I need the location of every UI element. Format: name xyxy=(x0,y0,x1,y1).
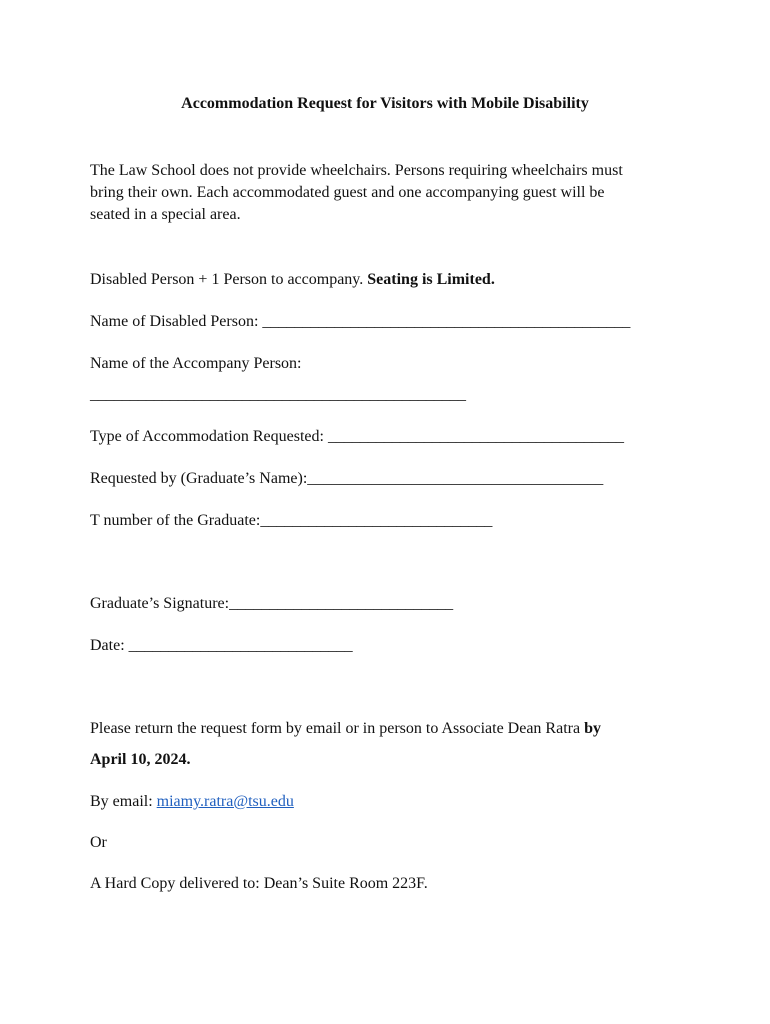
intro-line-1: The Law School does not provide wheelchairs. Persons requiring wheelchairs must xyxy=(90,162,623,179)
requested-by-field[interactable]: Requested by (Graduate’s Name):_____________________________________ xyxy=(90,470,604,487)
seating-text: Disabled Person + 1 Person to accompany. xyxy=(90,271,368,288)
deadline-text: April 10, 2024. xyxy=(90,751,191,768)
intro-line-2: bring their own. Each accommodated guest and one accompanying guest will be xyxy=(90,184,605,201)
accompany-person-label: Name of the Accompany Person: xyxy=(90,355,302,372)
or-text: Or xyxy=(90,834,107,851)
signature-field[interactable]: Graduate’s Signature:____________________________ xyxy=(90,595,454,612)
email-link[interactable]: miamy.ratra@tsu.edu xyxy=(156,793,294,810)
seating-limited: Seating is Limited. xyxy=(367,271,495,288)
seating-note xyxy=(90,269,495,291)
disabled-person-field[interactable]: Name of Disabled Person: ______________________________________________ xyxy=(90,313,631,330)
return-by: by xyxy=(584,720,601,737)
email-label: By email: xyxy=(90,793,157,810)
return-text: Please return the request form by email or in person to Associate Dean Ratra xyxy=(90,720,585,737)
intro-line-3: seated in a special area. xyxy=(90,206,241,223)
return-instructions xyxy=(90,718,601,740)
intro-paragraph xyxy=(90,160,690,226)
deadline-date xyxy=(90,749,190,771)
hard-copy-text: A Hard Copy delivered to: Dean’s Suite Room 223F. xyxy=(90,875,428,892)
document-title: Accommodation Request for Visitors with Mobile Disability xyxy=(181,95,589,112)
date-field[interactable]: Date: ____________________________ xyxy=(90,637,353,654)
accompany-person-field[interactable]: _______________________________________________ xyxy=(90,386,466,403)
t-number-field[interactable]: T number of the Graduate:_____________________________ xyxy=(90,512,493,529)
email-line xyxy=(90,791,294,813)
accommodation-type-field[interactable]: Type of Accommodation Requested: _____________________________________ xyxy=(90,428,624,445)
